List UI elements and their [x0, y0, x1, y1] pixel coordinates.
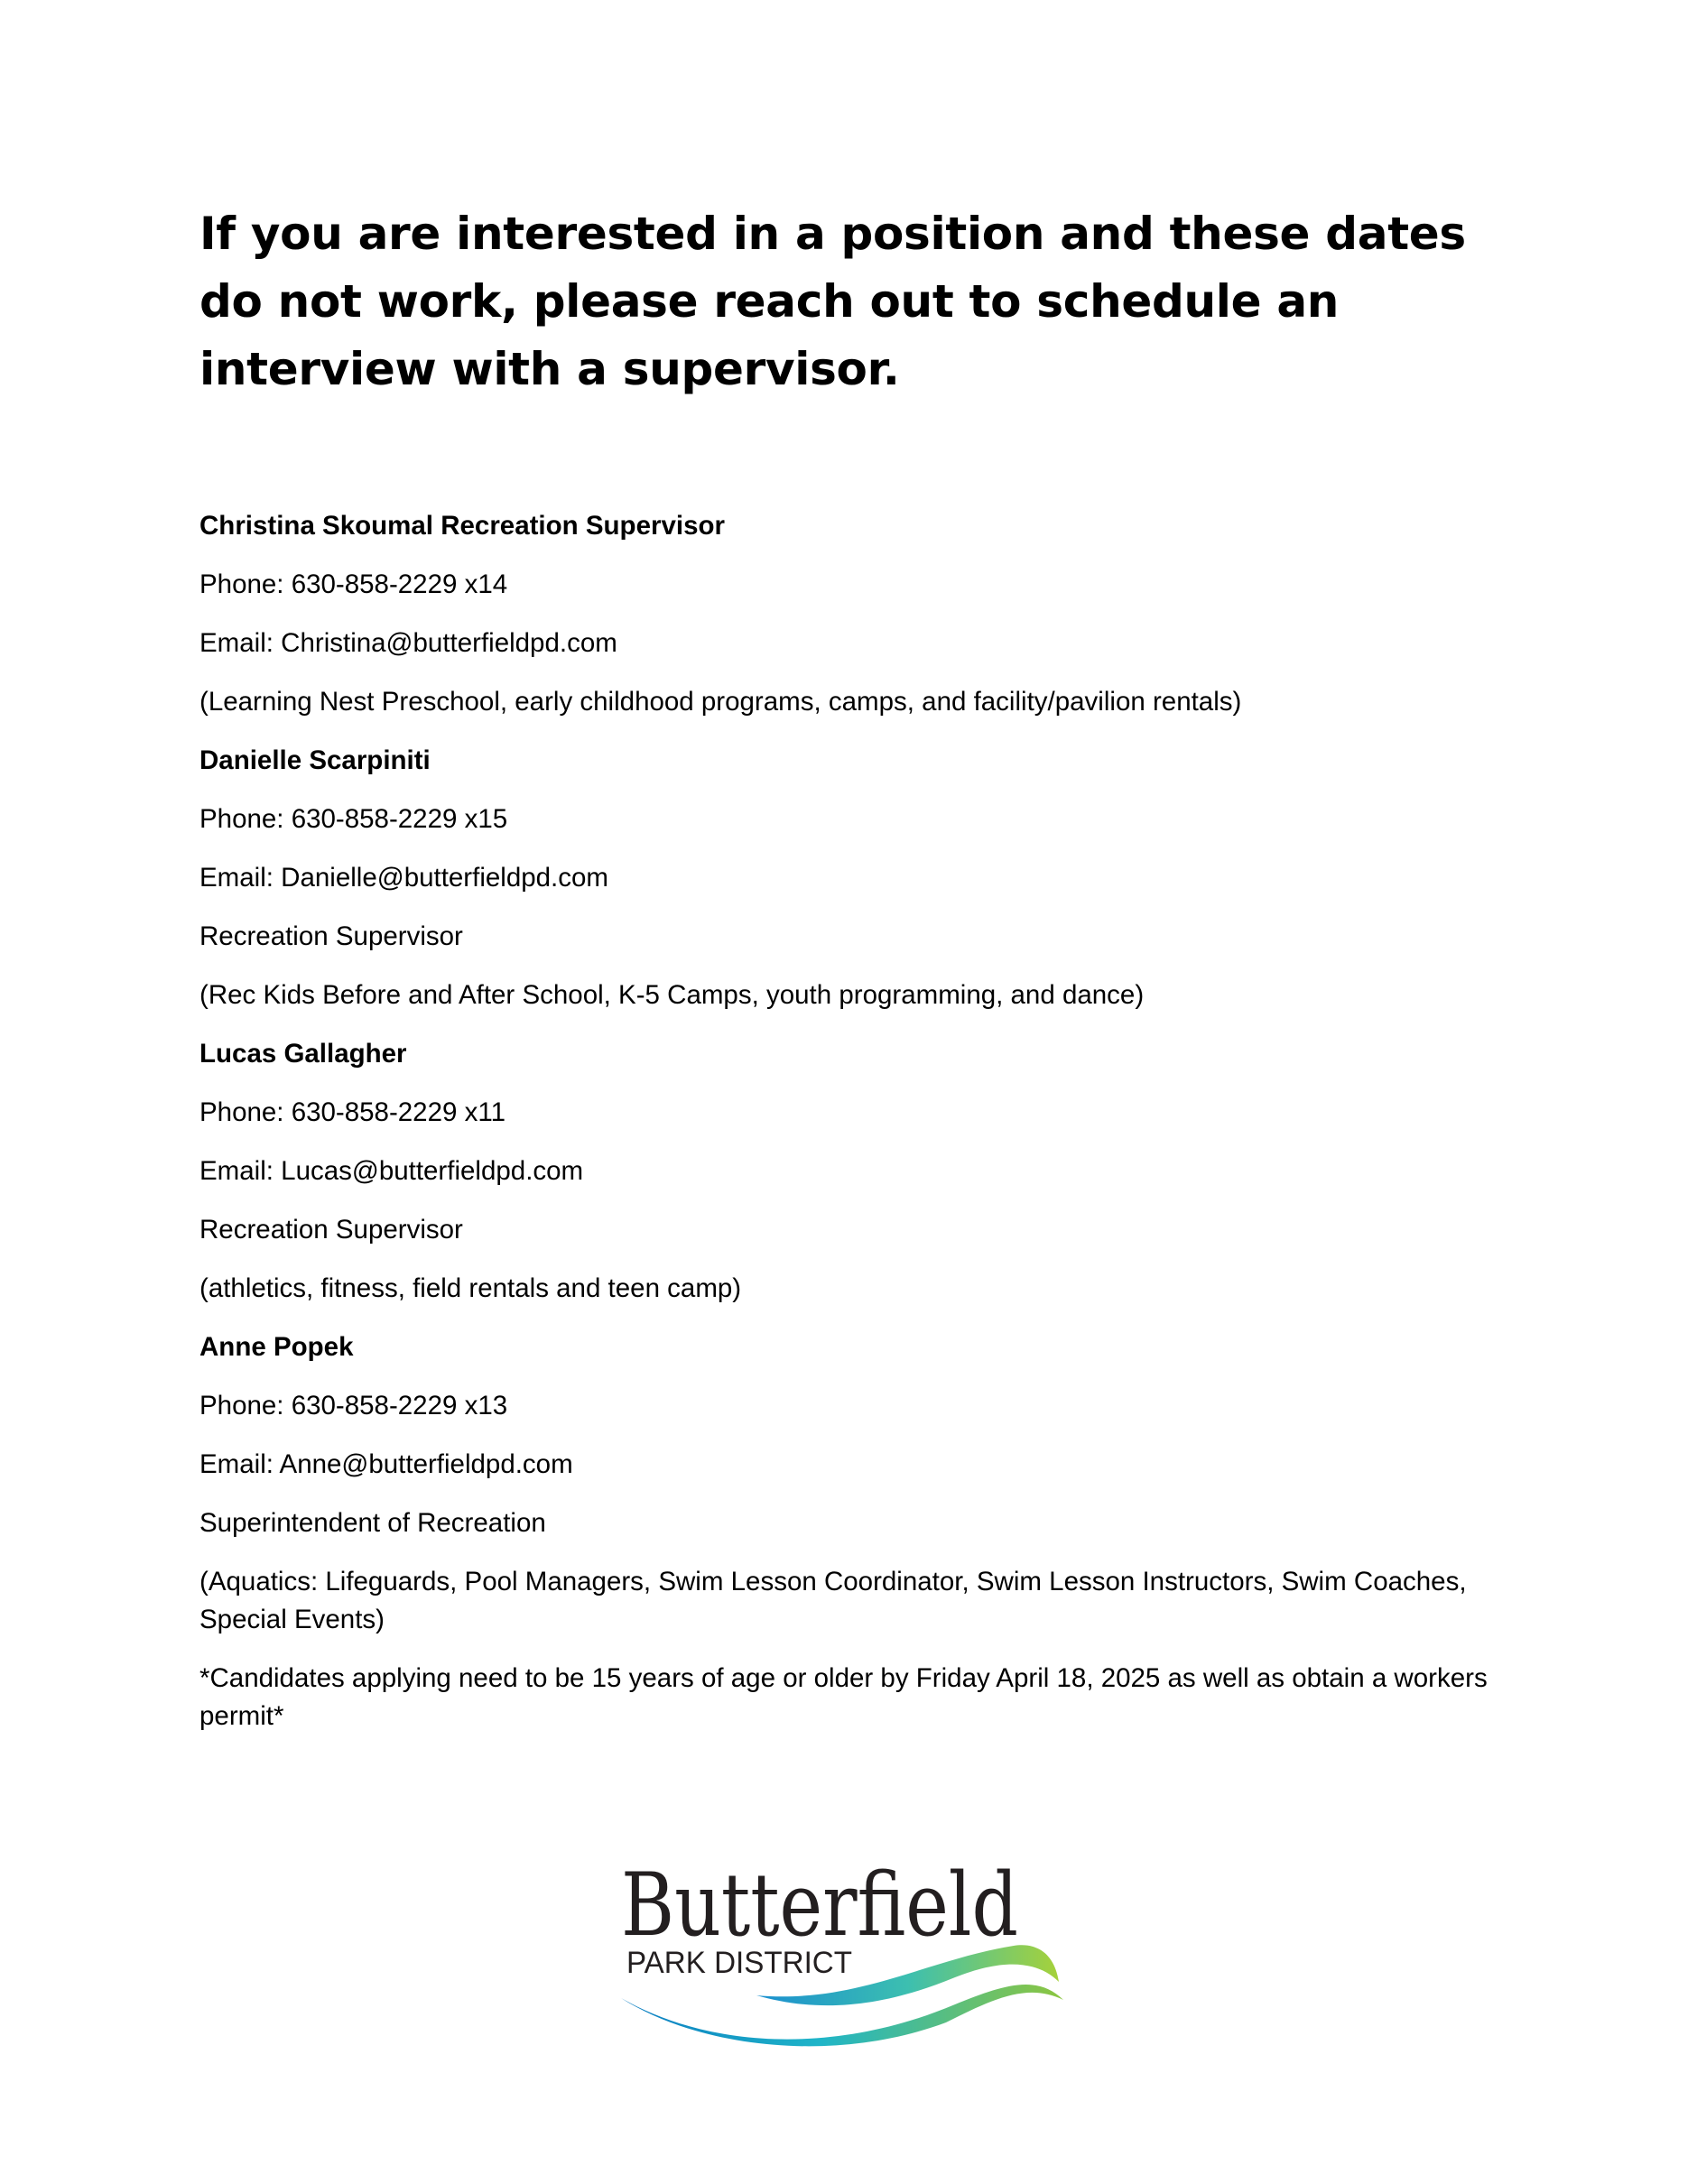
contact-name: Christina Skoumal Recreation Supervisor — [199, 511, 725, 541]
logo-subtitle: PARK DISTRICT — [626, 1946, 852, 1980]
contact-email: Email: Christina@butterfieldpd.com — [199, 628, 617, 658]
contact-name: Danielle Scarpiniti — [199, 745, 431, 775]
contact-title: Recreation Supervisor — [199, 1215, 463, 1245]
page-heading: If you are interested in a position and these dates do not work, please reach out to schedule an interview with a supervisor. — [199, 208, 1466, 395]
contact-areas: (Aquatics: Lifeguards, Pool Managers, Swim Lesson Coordinator, Swim Lesson Instructors, Swim Coaches, Special Events) — [199, 1567, 1467, 1634]
contact-phone: Phone: 630-858-2229 x15 — [199, 804, 508, 834]
contact-email: Email: Anne@butterfieldpd.com — [199, 1449, 573, 1479]
butterfield-logo — [603, 1846, 1081, 2054]
contact-name: Lucas Gallagher — [199, 1039, 407, 1069]
contact-title: Superintendent of Recreation — [199, 1508, 546, 1538]
contact-areas: (Rec Kids Before and After School, K-5 Camps, youth programming, and dance) — [199, 980, 1145, 1010]
contact-phone: Phone: 630-858-2229 x11 — [199, 1097, 505, 1127]
logo-wordmark: Butterfield — [621, 1855, 1018, 1956]
eligibility-note: *Candidates applying need to be 15 years of age or older by Friday April 18, 2025 as well as obtain a workers permit* — [199, 1663, 1488, 1731]
contact-title: Recreation Supervisor — [199, 921, 463, 951]
contact-name: Anne Popek — [199, 1332, 354, 1362]
contact-list — [199, 507, 1517, 1756]
contact-phone: Phone: 630-858-2229 x14 — [199, 569, 508, 599]
contact-phone: Phone: 630-858-2229 x13 — [199, 1391, 508, 1421]
contact-areas: (athletics, fitness, field rentals and teen camp) — [199, 1273, 742, 1303]
contact-areas: (Learning Nest Preschool, early childhood programs, camps, and facility/pavilion rentals) — [199, 687, 1242, 717]
contact-email: Email: Danielle@butterfieldpd.com — [199, 863, 608, 893]
contact-email: Email: Lucas@butterfieldpd.com — [199, 1156, 584, 1186]
